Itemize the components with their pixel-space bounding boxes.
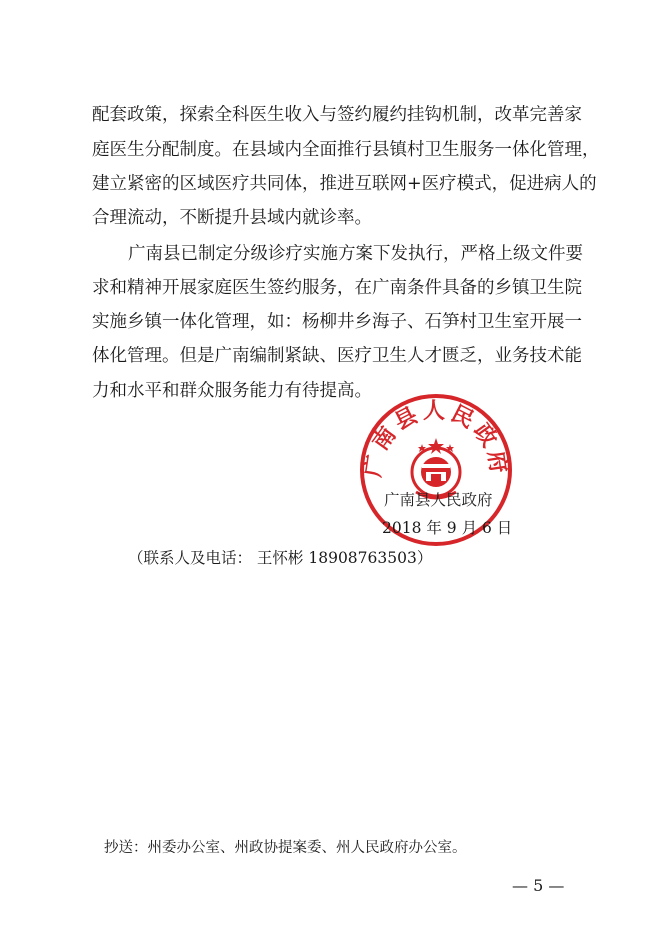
seal-text: 广南县人民政府 [359, 398, 513, 479]
paragraph1-line-2: 庭医生分配制度。在县域内全面推行县镇村卫生服务一体化管理， [92, 140, 600, 160]
cc-recipients: 抄送：州委办公室、州政协提案委、州人民政府办公室。 [104, 840, 467, 856]
paragraph2-line-1: 广南县已制定分级诊疗实施方案下发执行，严格上级文件要 [128, 244, 583, 264]
paragraph2-line-4: 体化管理。但是广南编制紧缺、医疗卫生人才匮乏，业务技术能 [92, 346, 582, 366]
paragraph2-line-2: 求和精神开展家庭医生签约服务，在广南条件具备的乡镇卫生院 [92, 278, 582, 298]
paragraph1-line-3: 建立紧密的区域医疗共同体，推进互联网+医疗模式，促进病人的 [92, 174, 597, 194]
signature-org: 广南县人民政府 [384, 491, 493, 509]
page-number: — 5 — [512, 876, 565, 895]
paragraph2-line-5: 力和水平和群众服务能力有待提高。 [92, 381, 372, 401]
document-date: 2018 年 9 月 6 日 [382, 519, 513, 537]
paragraph1-line-1: 配套政策，探索全科医生收入与签约履约挂钩机制，改革完善家 [92, 105, 582, 125]
paragraph2-line-3: 实施乡镇一体化管理，如：杨柳井乡海子、石笋村卫生室开展一 [92, 312, 582, 332]
contact-info: （联系人及电话： 王怀彬 18908763503） [128, 549, 433, 567]
paragraph1-line-4: 合理流动，不断提升县域内就诊率。 [92, 208, 372, 228]
